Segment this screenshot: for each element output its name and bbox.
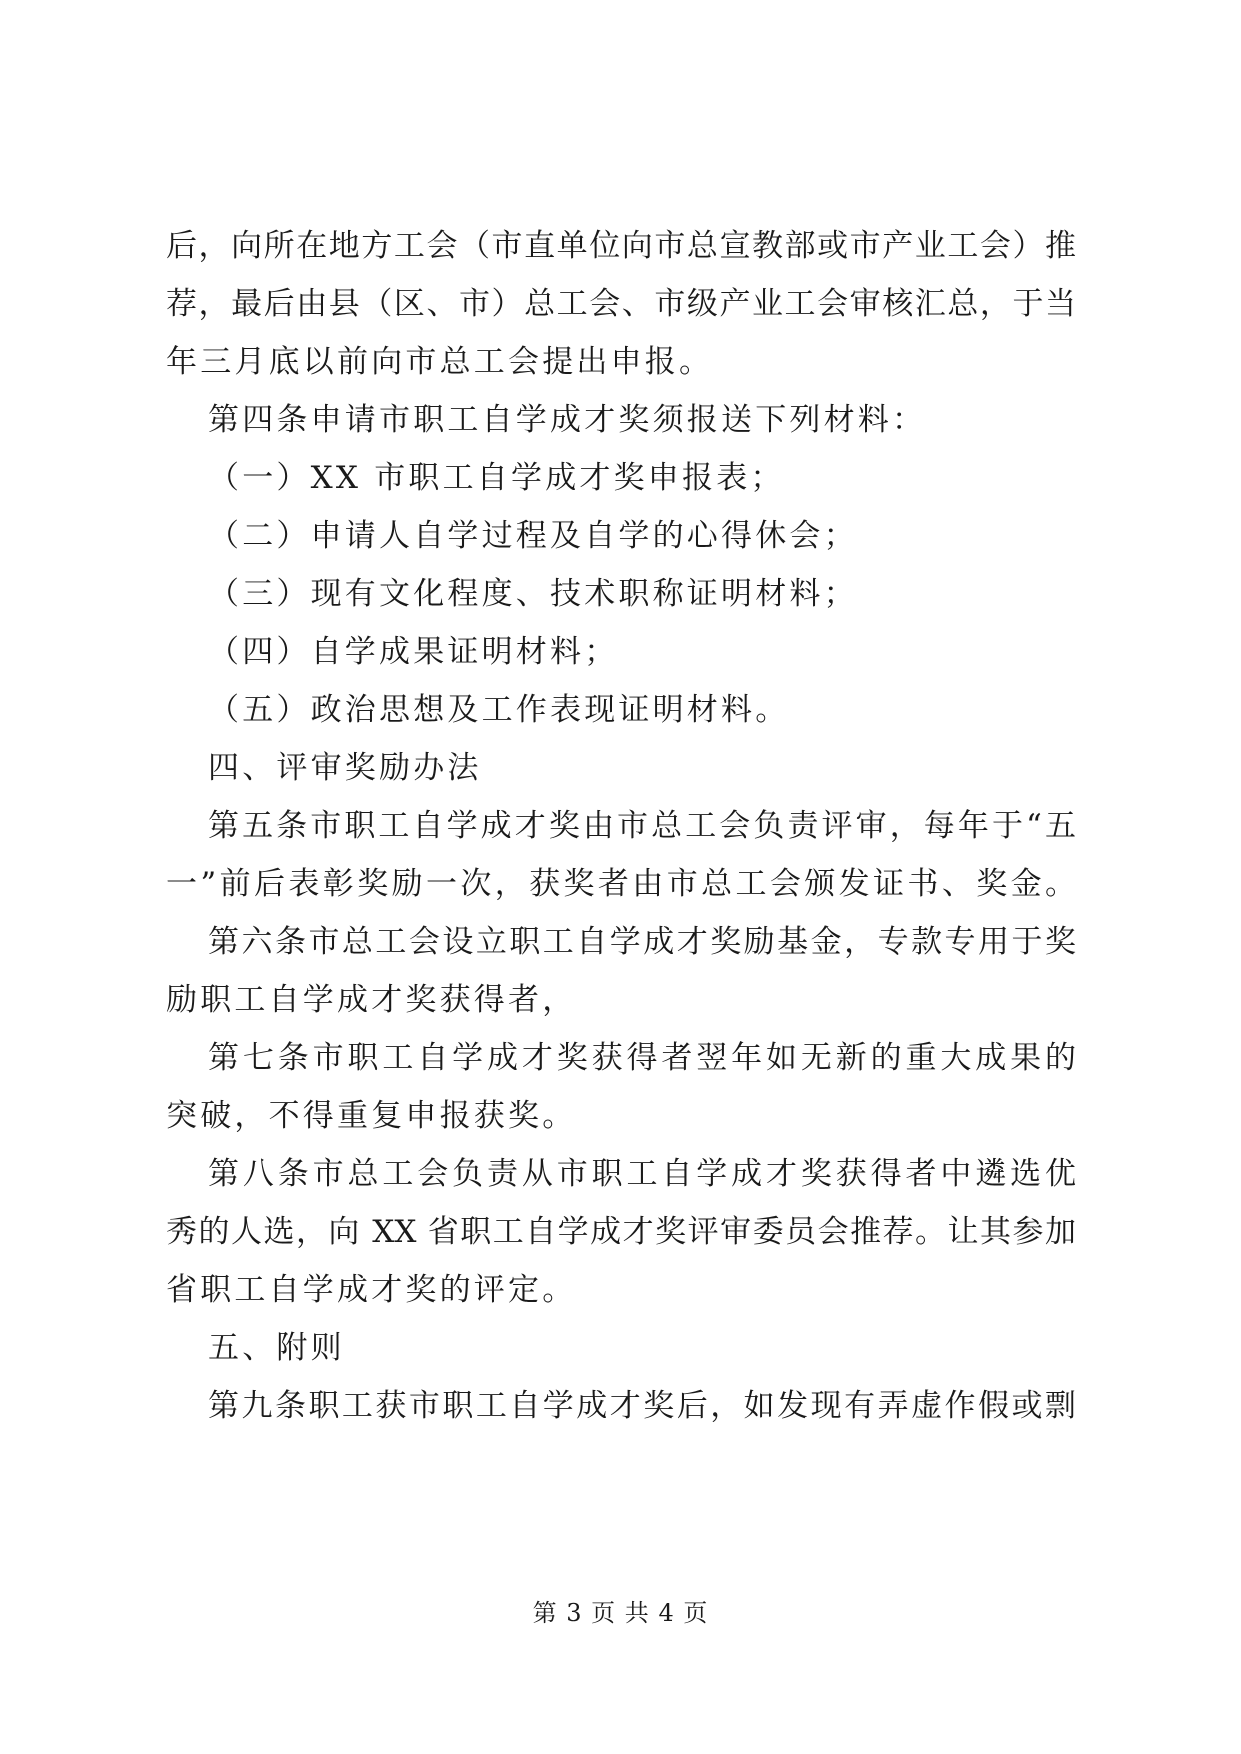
text-line: 第四条申请市职工自学成才奖须报送下列材料：: [208, 402, 927, 438]
text-line: 一”前后表彰奖励一次，获奖者由市总工会颁发证书、奖金。: [166, 866, 1076, 902]
section-heading: 五、附则: [208, 1330, 345, 1366]
list-item: （五）政治思想及工作表现证明材料。: [208, 692, 790, 728]
text-line: 第七条市职工自学成才奖获得者翌年如无新的重大成果的: [208, 1040, 1076, 1076]
text-line: 年三月底以前向市总工会提出申报。: [166, 344, 714, 380]
list-item: （一）XX 市职工自学成才奖申报表；: [208, 460, 785, 496]
text-line: 第五条市职工自学成才奖由市总工会负责评审，每年于“五: [208, 808, 1076, 844]
text-line: 荐，最后由县（区、市）总工会、市级产业工会审核汇总，于当: [166, 286, 1076, 322]
text-line: 后，向所在地方工会（市直单位向市总宣教部或市产业工会）推: [166, 228, 1076, 264]
text-line: 第九条职工获市职工自学成才奖后，如发现有弄虚作假或剽: [208, 1388, 1076, 1424]
list-item: （二）申请人自学过程及自学的心得休会；: [208, 518, 858, 554]
text-line: 省职工自学成才奖的评定。: [166, 1272, 577, 1308]
section-heading: 四、评审奖励办法: [208, 750, 482, 786]
page-footer: 第 3 页 共 4 页: [532, 1599, 709, 1627]
text-line: 突破，不得重复申报获奖。: [166, 1098, 577, 1134]
text-line: 第六条市总工会设立职工自学成才奖励基金，专款专用于奖: [208, 924, 1076, 960]
list-item: （四）自学成果证明材料；: [208, 634, 619, 670]
text-line: 励职工自学成才奖获得者，: [166, 982, 577, 1018]
list-item: （三）现有文化程度、技术职称证明材料；: [208, 576, 858, 612]
text-line: 秀的人选，向 XX 省职工自学成才奖评审委员会推荐。让其参加: [166, 1214, 1076, 1250]
text-line: 第八条市总工会负责从市职工自学成才奖获得者中遴选优: [208, 1156, 1076, 1192]
